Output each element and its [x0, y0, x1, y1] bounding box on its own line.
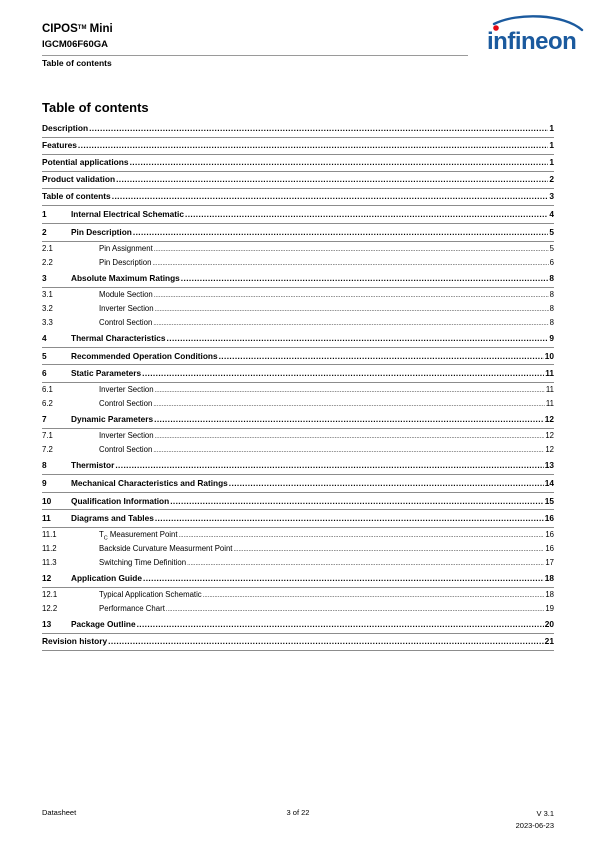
toc-entry-number: 11.2: [42, 544, 57, 554]
toc-entry-number: 2.1: [42, 244, 53, 254]
header-divider: [42, 55, 468, 56]
toc-dot-leader: [153, 316, 548, 330]
toc-entry-number: 8: [42, 460, 47, 471]
toc-entry[interactable]: [42, 588, 554, 602]
toc-entry-page: 1: [549, 157, 554, 168]
toc-entry-number: 10: [42, 495, 52, 506]
toc-entry-title: Pin Assignment: [99, 244, 153, 254]
toc-entry-page: 2: [549, 174, 554, 185]
toc-entry-title: Thermistor: [71, 460, 115, 471]
toc-entry-number: 7.2: [42, 445, 53, 455]
trademark-mark: TM: [77, 25, 87, 31]
toc-entry-title: Absolute Maximum Ratings: [71, 273, 180, 284]
toc-dot-leader: [203, 588, 545, 602]
toc-dot-leader: [166, 602, 544, 616]
header-section-name: Table of contents: [42, 58, 112, 68]
toc-entry-title: Description: [42, 123, 89, 133]
toc-entry-page: 12: [545, 445, 554, 455]
toc-entry[interactable]: [42, 242, 554, 256]
toc-entry-title: Control Section: [99, 317, 153, 327]
toc-entry-number: 4: [42, 332, 47, 343]
toc-entry-page: 9: [549, 332, 554, 343]
toc-entry-number: 2.2: [42, 258, 53, 268]
toc-entry-page: 19: [545, 604, 554, 614]
toc-entry-page: 11: [545, 399, 554, 409]
toc-entry-number: 12.2: [42, 604, 58, 614]
toc-entry-title: Application Guide: [71, 573, 142, 584]
toc-entry-page: 21: [544, 635, 554, 646]
toc-dot-leader: [143, 571, 544, 586]
toc-dot-leader: [108, 634, 544, 649]
toc-dot-leader: [115, 458, 543, 473]
toc-entry[interactable]: [42, 383, 554, 397]
toc-entry[interactable]: [42, 207, 554, 224]
toc-entry-title: Qualification Information: [71, 495, 170, 506]
toc-entry-number: 1: [42, 209, 47, 220]
toc-entry-number: 3.1: [42, 289, 53, 299]
toc-dot-leader: [152, 256, 548, 270]
toc-entry-number: 11.1: [42, 530, 57, 540]
toc-entry[interactable]: [42, 366, 554, 383]
toc-entry-title: Diagrams and Tables: [71, 513, 154, 524]
toc-entry[interactable]: [42, 556, 554, 570]
toc-entry-title: Package Outline: [71, 619, 136, 630]
toc-entry-page: 20: [544, 619, 554, 630]
toc-entry-number: 11: [42, 513, 51, 524]
toc-entry[interactable]: [42, 511, 554, 528]
toc-entry-title: Inverter Section: [99, 431, 154, 441]
toc-entry-page: 3: [549, 191, 554, 202]
toc-entry-title: Control Section: [99, 445, 153, 455]
toc-entry-number: 3.2: [42, 303, 53, 313]
toc-entry-page: 6: [549, 258, 554, 268]
toc-entry[interactable]: [42, 225, 554, 242]
footer-date: 2023-06-23: [515, 821, 554, 830]
toc-entry-title: Thermal Characteristics: [71, 332, 166, 343]
toc-dot-leader: [229, 476, 544, 491]
footer-doc-type: Datasheet: [42, 808, 77, 817]
toc-entry[interactable]: [42, 331, 554, 348]
toc-entry[interactable]: [42, 302, 554, 316]
toc-entry-number: 6.2: [42, 399, 53, 409]
toc-entry[interactable]: [42, 412, 554, 429]
toc-entry-title: Dynamic Parameters: [71, 414, 154, 425]
toc-entry[interactable]: [42, 256, 554, 270]
toc-dot-leader: [233, 542, 544, 556]
toc-entry-page: 1: [549, 123, 554, 133]
toc-entry-number: 9: [42, 477, 47, 488]
toc-entry-number: 12.1: [42, 590, 58, 600]
page-header: [42, 22, 468, 68]
toc-entry-number: 12: [42, 573, 52, 584]
product-name: CIPOS™ Mini: [42, 23, 113, 35]
toc-dot-leader: [153, 397, 545, 411]
toc-entry[interactable]: [42, 458, 554, 475]
toc-entry-number: 13: [42, 619, 52, 630]
toc-entry[interactable]: [42, 429, 554, 443]
toc-heading: Table of contents: [42, 100, 149, 115]
toc-dot-leader: [116, 172, 548, 187]
toc-entry[interactable]: [42, 397, 554, 411]
toc-entry-title: Internal Electrical Schematic: [71, 209, 184, 220]
toc-entry-title: Recommended Operation Conditions: [71, 350, 218, 361]
toc-entry-title: Performance Chart: [99, 604, 165, 614]
table-of-contents: [42, 121, 554, 651]
toc-dot-leader: [155, 511, 544, 526]
toc-entry[interactable]: [42, 602, 554, 616]
svg-text:infineon: infineon: [487, 28, 577, 55]
footer-version-block: [516, 808, 554, 832]
toc-entry-title: Switching Time Definition: [99, 558, 187, 568]
toc-entry-title: Product validation: [42, 174, 116, 185]
toc-entry-number: 6: [42, 368, 47, 379]
toc-entry-title: Mechanical Characteristics and Ratings: [71, 477, 228, 488]
toc-entry[interactable]: [42, 571, 554, 588]
toc-entry[interactable]: [42, 172, 554, 189]
toc-dot-leader: [167, 331, 549, 346]
toc-entry[interactable]: [42, 443, 554, 457]
toc-dot-leader: [78, 138, 548, 153]
toc-entry-page: 14: [544, 477, 554, 488]
toc-entry-page: 11: [545, 385, 554, 395]
toc-dot-leader: [130, 155, 549, 170]
toc-entry[interactable]: [42, 189, 554, 206]
toc-dot-leader: [154, 242, 549, 256]
toc-entry-title: Backside Curvature Measurment Point: [99, 544, 233, 554]
toc-entry[interactable]: [42, 155, 554, 172]
toc-entry-title: Potential applications: [42, 157, 129, 168]
toc-entry-title: Typical Application Schematic: [99, 590, 202, 600]
toc-entry-page: 16: [545, 530, 554, 540]
toc-entry-page: 8: [549, 289, 554, 299]
toc-dot-leader: [155, 302, 549, 316]
toc-entry-page: 5: [549, 227, 554, 238]
toc-entry[interactable]: [42, 288, 554, 302]
toc-entry[interactable]: [42, 634, 554, 651]
toc-entry[interactable]: [42, 349, 554, 366]
toc-entry-number: 7: [42, 414, 47, 425]
toc-dot-leader: [185, 207, 548, 222]
toc-entry[interactable]: [42, 316, 554, 330]
toc-entry-page: 12: [545, 431, 554, 441]
toc-entry-page: 8: [549, 273, 554, 284]
toc-entry-page: 4: [549, 209, 554, 220]
toc-entry-title: Pin Description: [71, 227, 132, 238]
toc-entry-title: Revision history: [42, 635, 108, 646]
toc-entry-title: Inverter Section: [99, 303, 154, 313]
toc-entry-page: 8: [549, 317, 554, 327]
toc-entry-number: 6.1: [42, 385, 53, 395]
toc-dot-leader: [170, 494, 544, 509]
toc-entry-title: Pin Description: [99, 258, 152, 268]
toc-dot-leader: [89, 121, 548, 136]
toc-entry-title: Features: [42, 140, 77, 151]
toc-entry-page: 10: [544, 350, 554, 361]
toc-entry-page: 17: [545, 558, 554, 568]
toc-entry-number: 7.1: [42, 431, 53, 441]
toc-entry-title: Table of contents: [42, 191, 111, 202]
toc-entry-page: 11: [545, 368, 554, 379]
toc-entry-number: 3.3: [42, 317, 53, 327]
toc-entry[interactable]: [42, 542, 554, 556]
toc-dot-leader: [154, 412, 544, 427]
toc-entry[interactable]: [42, 476, 554, 493]
toc-dot-leader: [112, 189, 549, 204]
toc-entry-number: 5: [42, 350, 47, 361]
toc-entry[interactable]: [42, 617, 554, 634]
toc-entry-page: 13: [544, 460, 554, 471]
toc-entry-page: 12: [544, 414, 554, 425]
toc-entry[interactable]: [42, 121, 554, 138]
toc-entry-title: Inverter Section: [99, 385, 154, 395]
toc-entry-title: Module Section: [99, 289, 153, 299]
infineon-logo: [478, 14, 586, 62]
toc-entry[interactable]: [42, 494, 554, 511]
toc-dot-leader: [154, 288, 549, 302]
toc-entry-page: 18: [544, 573, 554, 584]
toc-entry[interactable]: [42, 528, 554, 542]
toc-entry-number: 11.3: [42, 558, 57, 568]
toc-entry-title: $T_C$ Measurement Point: [99, 530, 178, 542]
toc-entry[interactable]: [42, 138, 554, 155]
toc-entry-page: 8: [549, 303, 554, 313]
toc-entry-title: Static Parameters: [71, 368, 142, 379]
toc-entry-page: 5: [549, 244, 554, 254]
part-number: IGCM06F60GA: [42, 39, 108, 50]
toc-dot-leader: [187, 556, 544, 570]
toc-dot-leader: [133, 225, 549, 240]
toc-dot-leader: [219, 349, 544, 364]
toc-entry-page: 15: [544, 495, 554, 506]
toc-dot-leader: [155, 429, 545, 443]
footer-page-number: 3 of 22: [286, 808, 310, 817]
toc-entry-number: 3: [42, 273, 47, 284]
toc-dot-leader: [137, 617, 544, 632]
toc-entry-page: 16: [544, 513, 554, 524]
toc-entry-page: 1: [549, 140, 554, 151]
toc-entry-title: Control Section: [99, 399, 153, 409]
toc-dot-leader: [153, 443, 544, 457]
toc-dot-leader: [142, 366, 544, 381]
toc-dot-leader: [181, 271, 549, 286]
toc-dot-leader: [179, 528, 545, 542]
toc-dot-leader: [155, 383, 545, 397]
toc-entry[interactable]: [42, 271, 554, 288]
toc-entry-number: 2: [42, 227, 47, 238]
footer-version: V 3.1: [536, 809, 554, 818]
toc-entry-page: 16: [545, 544, 554, 554]
toc-entry-page: 18: [545, 590, 554, 600]
